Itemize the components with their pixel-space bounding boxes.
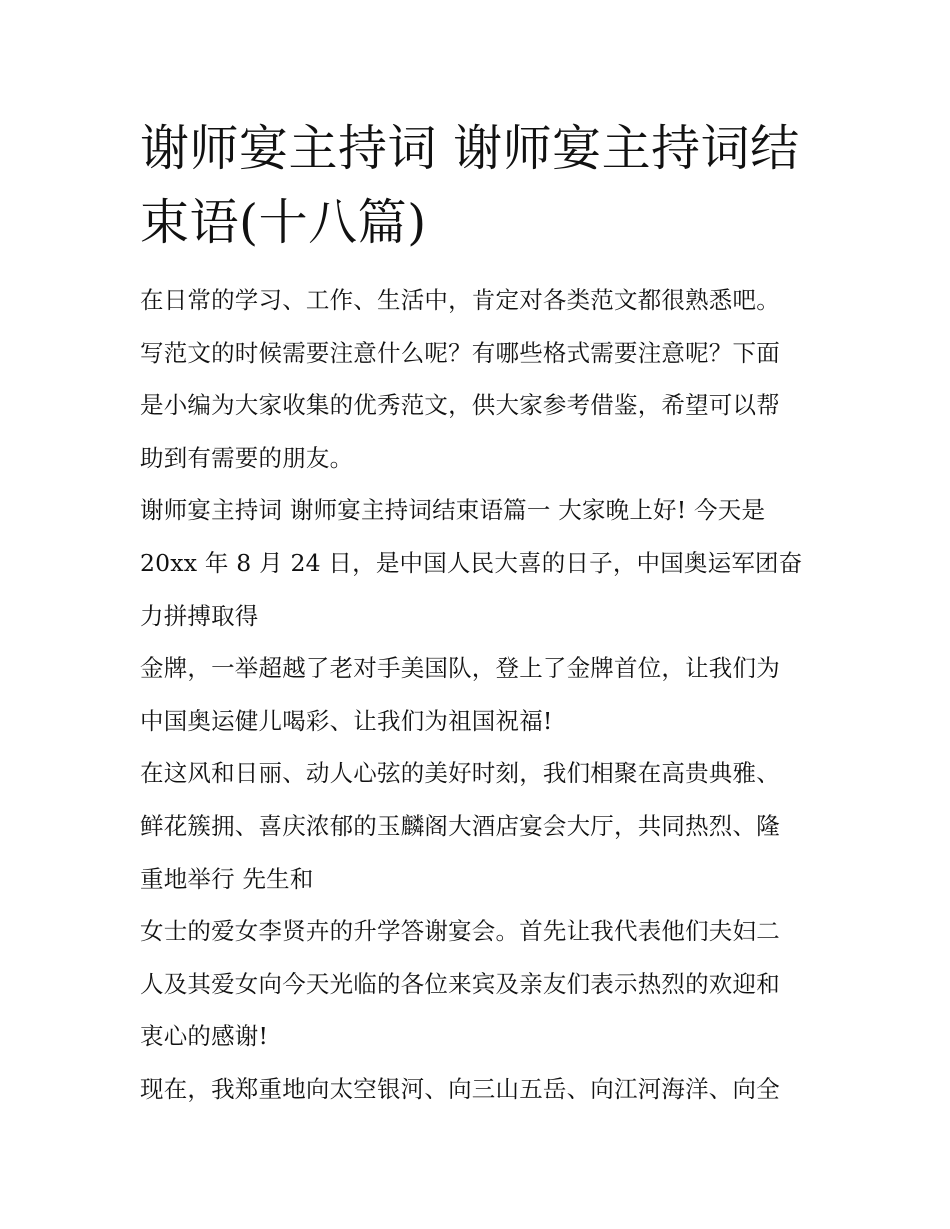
document-title	[140, 112, 820, 260]
body-line: 谢师宴主持词 谢师宴主持词结束语篇一 大家晚上好! 今天是	[140, 496, 766, 525]
body-line: 在日常的学习、工作、生活中，肯定对各类范文都很熟悉吧。	[140, 286, 780, 314]
body-line: 鲜花簇拥、喜庆浓郁的玉麟阁大酒店宴会大厅，共同热烈、隆	[140, 811, 780, 840]
document-body	[140, 277, 820, 1119]
title-line-2: 束语(十八篇)	[140, 194, 427, 251]
body-line: 金牌，一举超越了老对手美国队，登上了金牌首位，让我们为	[140, 654, 780, 683]
body-line: 衷心的感谢!	[140, 1022, 269, 1051]
body-line: 写范文的时候需要注意什么呢？有哪些格式需要注意呢？下面	[140, 338, 780, 367]
body-line: 力拼搏取得	[140, 601, 259, 630]
title-line-1: 谢师宴主持词 谢师宴主持词结	[140, 120, 800, 177]
body-line: 中国奥运健儿喝彩、让我们为祖国祝福!	[140, 706, 553, 735]
body-line: 是小编为大家收集的优秀范文，供大家参考借鉴，希望可以帮	[140, 391, 780, 420]
body-line: 人及其爱女向今天光临的各位来宾及亲友们表示热烈的欢迎和	[140, 969, 780, 998]
body-line: 在这风和日丽、动人心弦的美好时刻，我们相聚在高贵典雅、	[140, 759, 780, 788]
body-line: 女士的爱女李贤卉的升学答谢宴会。首先让我代表他们夫妇二	[140, 917, 780, 946]
body-line: 现在，我郑重地向太空银河、向三山五岳、向江河海洋、向全	[140, 1074, 780, 1103]
body-line: 重地举行 先生和	[140, 864, 314, 893]
body-line: 助到有需要的朋友。	[140, 443, 354, 472]
body-line: 20xx 年 8 月 24 日，是中国人民大喜的日子，中国奥运军团奋	[140, 548, 803, 577]
